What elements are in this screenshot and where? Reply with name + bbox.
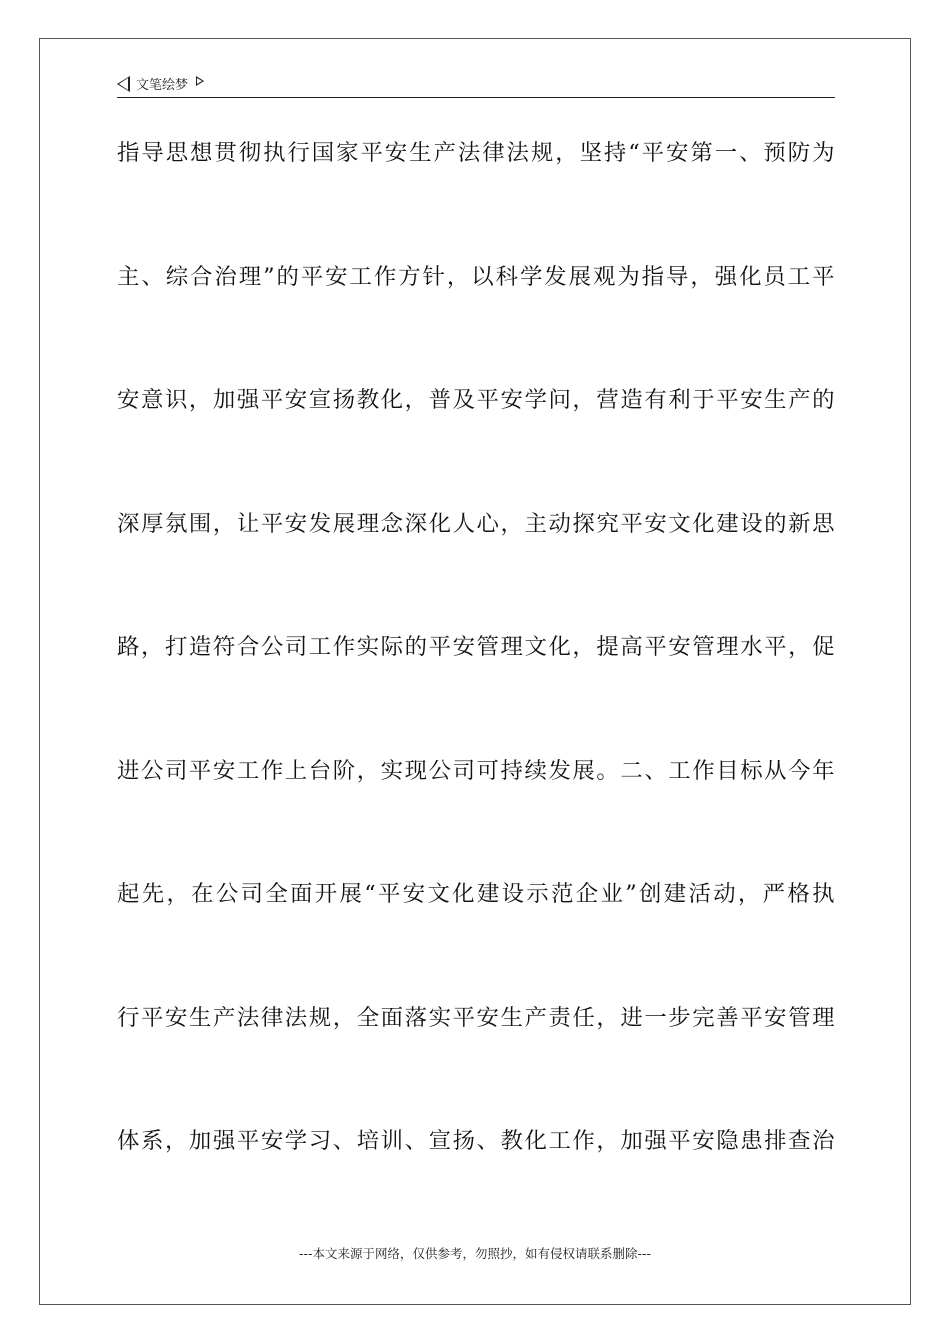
page-header <box>117 74 835 98</box>
body-line: 行平安生产法律法规，全面落实平安生产责任，进一步完善平安管理 <box>117 1004 835 1031</box>
triangle-right-icon <box>196 76 204 86</box>
body-line: 主、综合治理”的平安工作方针，以科学发展观为指导，强化员工平 <box>117 263 835 290</box>
header-brand <box>117 74 204 93</box>
body-line: 安意识，加强平安宣扬教化，普及平安学问，营造有利于平安生产的 <box>117 387 835 413</box>
brand-title: 文笔绘梦 <box>136 78 189 93</box>
body-line: 进公司平安工作上台阶，实现公司可持续发展。二、工作目标从今年 <box>117 757 835 784</box>
header-divider <box>117 97 835 98</box>
document-body <box>117 128 835 1240</box>
body-line: 体系，加强平安学习、培训、宣扬、教化工作，加强平安隐患排查治 <box>117 1128 835 1154</box>
body-line: 起先，在公司全面开展“平安文化建设示范企业”创建活动，严格执 <box>117 881 835 907</box>
body-line: 深厚氛围，让平安发展理念深化人心，主动探究平安文化建设的新思 <box>117 510 835 537</box>
triangle-left-icon <box>117 76 130 92</box>
footer-notice: ---本文来源于网络，仅供参考，勿照抄，如有侵权请联系删除--- <box>298 1246 652 1261</box>
body-line: 路，打造符合公司工作实际的平安管理文化，提高平安管理水平，促 <box>117 634 835 660</box>
body-line: 指导思想贯彻执行国家平安生产法律法规，坚持“平安第一、预防为 <box>117 140 835 166</box>
